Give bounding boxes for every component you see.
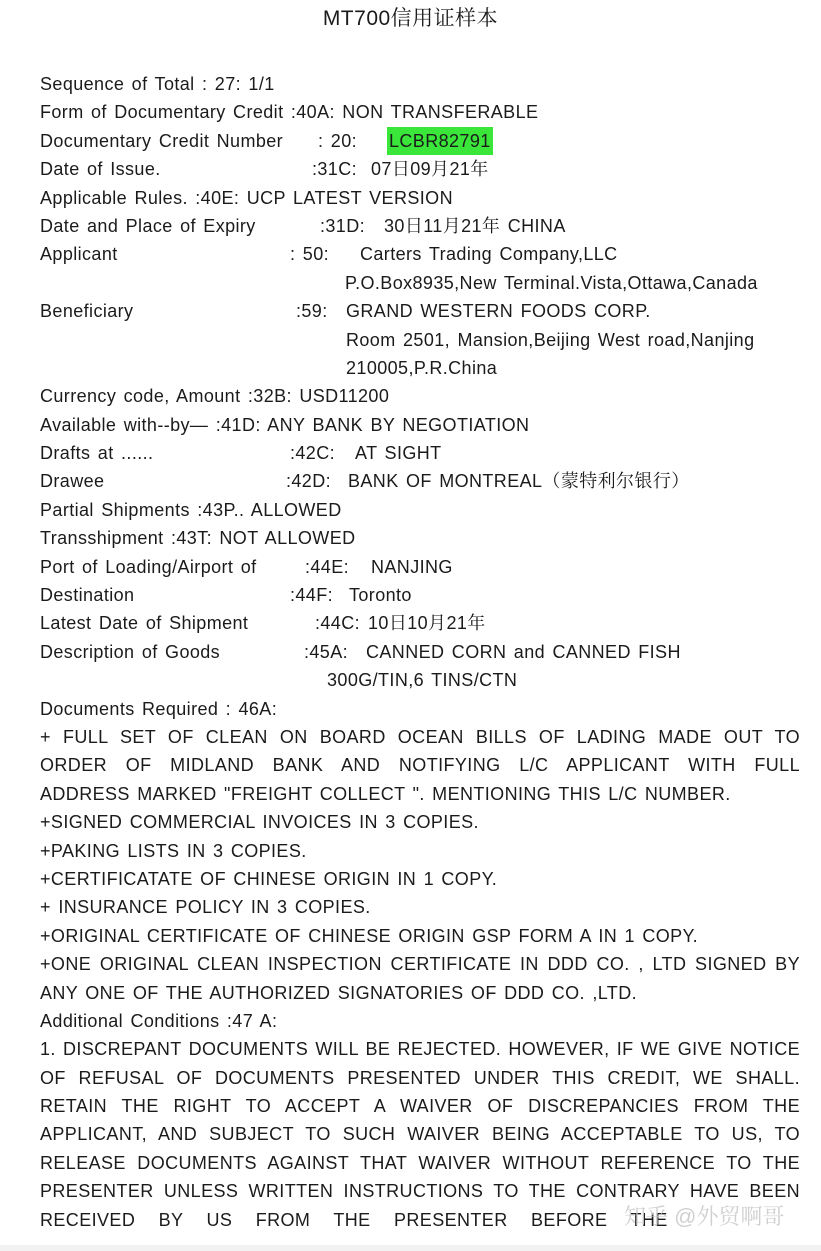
field-expiry: Date and Place of Expiry :31D: 30日11月21年 CHINA [40,215,566,236]
field-applicant-address: P.O.Box8935,New Terminal.Vista,Ottawa,Canada [345,272,758,293]
document-line: +ONE ORIGINAL CLEAN INSPECTION CERTIFICATE IN DDD CO. , LTD SIGNED BY [40,954,800,975]
condition-line: APPLICANT, AND SUBJECT TO SUCH WAIVER BEING ACCEPTABLE TO US, TO [40,1124,800,1145]
lc-document [40,70,800,1234]
document-line: ORDER OF MIDLAND BANK AND NOTIFYING L/C APPLICANT WITH FULL [40,755,800,776]
additional-conditions-label: Additional Conditions :47 A: [40,1010,278,1031]
documents-required-label: Documents Required : 46A: [40,698,278,719]
field-sequence: Sequence of Total : 27: 1/1 [40,74,275,94]
field-drawee: Drawee :42D: BANK OF MONTREAL（蒙特利尔银行） [40,471,690,492]
document-line: +ORIGINAL CERTIFICATE OF CHINESE ORIGIN GSP FORM A IN 1 COPY. [40,925,699,946]
condition-line: PRESENTER UNLESS WRITTEN INSTRUCTIONS TO THE CONTRARY HAVE BEEN [40,1181,800,1202]
condition-line: OF REFUSAL OF DOCUMENTS PRESENTED UNDER THIS CREDIT, WE SHALL. [40,1067,800,1088]
field-beneficiary-postcode: 210005,P.R.China [346,357,498,378]
field-goods: Description of Goods :45A: CANNED CORN and CANNED FISH [40,641,681,662]
document-line: +PAKING LISTS IN 3 COPIES. [40,840,307,861]
documents-required-list [40,723,800,1007]
dc-number-label: Documentary Credit Number [40,130,284,151]
field-transship: Transshipment :43T: NOT ALLOWED [40,528,356,549]
condition-line: RETAIN THE RIGHT TO ACCEPT A WAIVER OF DISCREPANCIES FROM THE [40,1096,800,1117]
field-dc-number [40,127,800,155]
document-line: ANY ONE OF THE AUTHORIZED SIGNATORIES OF DDD CO. ,LTD. [40,982,638,1003]
bottom-divider [0,1245,821,1251]
field-rules: Applicable Rules. :40E: UCP LATEST VERSION [40,187,453,208]
dc-number-code: : 20: [318,130,358,151]
condition-line: RECEIVED BY US FROM THE PRESENTER BEFORE THE [40,1209,668,1230]
condition-line: RELEASE DOCUMENTS AGAINST THAT WAIVER WITHOUT REFERENCE TO THE [40,1152,800,1173]
document-line: +SIGNED COMMERCIAL INVOICES IN 3 COPIES. [40,812,479,833]
document-line: + FULL SET OF CLEAN ON BOARD OCEAN BILLS OF LADING MADE OUT TO [40,726,800,747]
field-available: Available with--by— :41D: ANY BANK BY NEGOTIATION [40,414,530,435]
condition-line: 1. DISCREPANT DOCUMENTS WILL BE REJECTED. HOWEVER, IF WE GIVE NOTICE [40,1039,800,1060]
dc-number-highlight: LCBR82791 [387,127,493,155]
document-line: + INSURANCE POLICY IN 3 COPIES. [40,897,371,918]
field-loading: Port of Loading/Airport of :44E: NANJING [40,556,453,577]
field-beneficiary-address: Room 2501, Mansion,Beijing West road,Nanjing [346,329,755,350]
field-latest-shipment: Latest Date of Shipment :44C: 10日10月21年 [40,613,486,634]
document-line: ADDRESS MARKED "FREIGHT COLLECT ". MENTIONING THIS L/C NUMBER. [40,783,731,804]
field-issue-date: Date of Issue. :31C: 07日09月21年 [40,159,489,180]
field-destination: Destination :44F: Toronto [40,585,412,606]
field-applicant: Applicant : 50: Carters Trading Company,LLC [40,244,618,265]
field-goods-packing: 300G/TIN,6 TINS/CTN [327,670,518,691]
field-partial: Partial Shipments :43P.. ALLOWED [40,499,342,520]
field-beneficiary: Beneficiary :59: GRAND WESTERN FOODS CORP. [40,301,651,322]
page-title: MT700信用证样本 [322,7,499,30]
field-form: Form of Documentary Credit :40A: NON TRANSFERABLE [40,102,539,123]
watermark: 知乎 @外贸啊哥 [624,1204,785,1229]
document-line: +CERTIFICATATE OF CHINESE ORIGIN IN 1 COPY. [40,868,498,889]
field-currency: Currency code, Amount :32B: USD11200 [40,386,390,407]
field-drafts: Drafts at ...... :42C: AT SIGHT [40,443,442,464]
